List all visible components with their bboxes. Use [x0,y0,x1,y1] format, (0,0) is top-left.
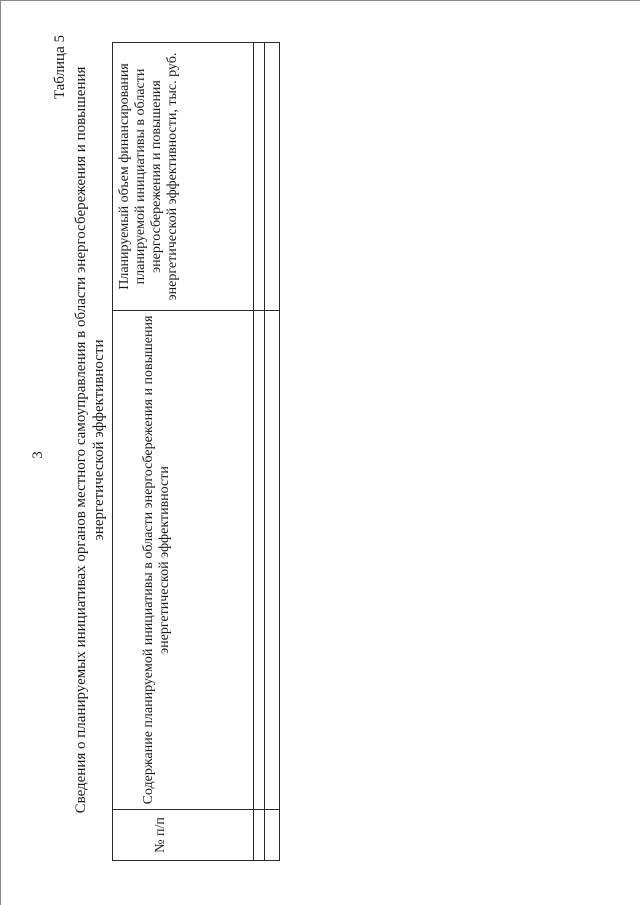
table-cell [265,43,280,311]
table-number-label: Таблица 5 [52,35,68,100]
header-funding-text: Планируемый объем финансирования планируемой инициативы в области энергосбережения и повышения энергетической эффективности, тыс. руб. [117,52,180,301]
table-cell [265,311,280,810]
table-cell [254,43,265,311]
header-content-text: Содержание планируемой инициативы в области энергосбережения и повышения энергетической эффективности [141,315,172,805]
header-cell-content [113,311,254,810]
table-row [265,43,280,861]
table-cell [254,311,265,810]
header-cell-number [113,810,254,861]
table-header-row [113,43,254,861]
table-cell [254,810,265,861]
table-caption [72,45,108,835]
header-number-text: № п/п [153,817,168,853]
table-caption-line-1: Сведения о планируемых инициативах органов местного самоуправления в области энергосбережения и повышения [73,66,89,814]
initiatives-table [112,42,280,861]
header-cell-funding [113,43,254,311]
table-caption-line-2: энергетической эффективности [91,339,107,541]
table-cell [265,810,280,861]
page-number: 3 [30,451,46,459]
table-row [254,43,265,861]
